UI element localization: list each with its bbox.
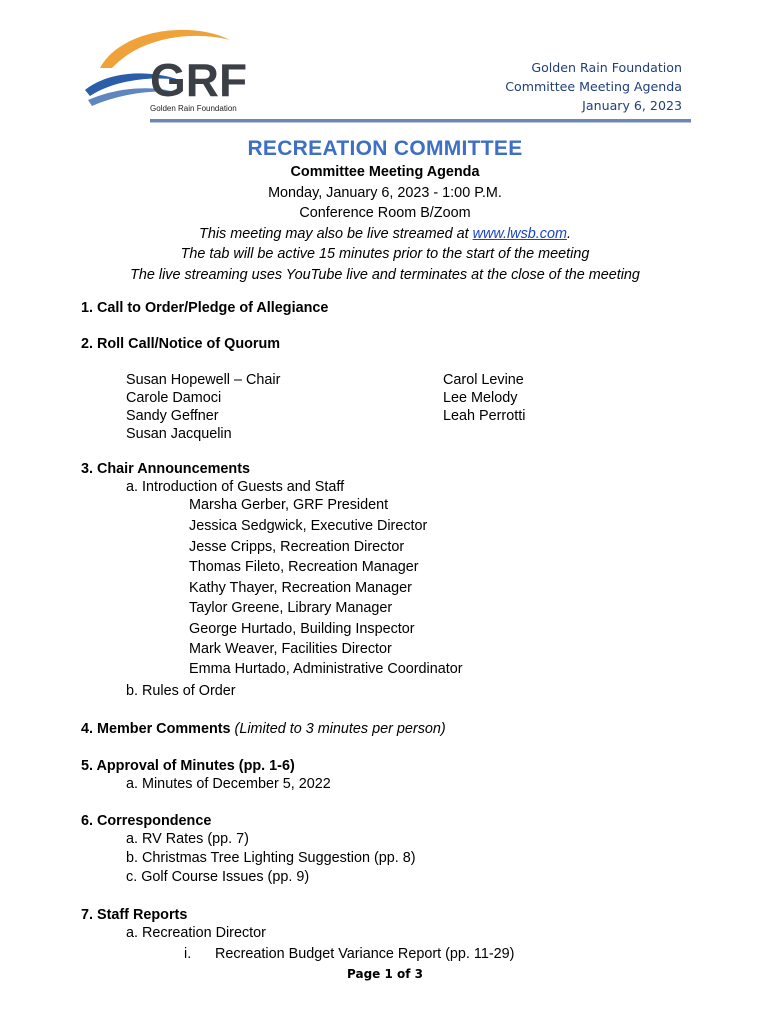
- meeting-location: Conference Room B/Zoom: [299, 205, 471, 222]
- roll-left-3: Sandy Geffner: [126, 408, 219, 424]
- roll-right-2: Lee Melody: [443, 390, 518, 406]
- org-name: Golden Rain Foundation: [531, 60, 682, 75]
- guest-8: Mark Weaver, Facilities Director: [189, 641, 392, 657]
- header-date: January 6, 2023: [582, 98, 682, 113]
- header-divider: [150, 119, 691, 123]
- agenda-item-6b: b. Christmas Tree Lighting Suggestion (pp. 8): [126, 850, 416, 866]
- lwsb-link[interactable]: www.lwsb.com: [472, 225, 567, 242]
- stream-note: [0, 224, 770, 245]
- guest-3: Jesse Cripps, Recreation Director: [189, 539, 405, 555]
- doc-type: Committee Meeting Agenda: [505, 79, 682, 94]
- youtube-note: The live streaming uses YouTube live and terminates at the close of the meeting: [130, 266, 640, 283]
- item-4-note: (Limited to 3 minutes per person): [230, 721, 446, 737]
- org-header-block: [505, 58, 682, 115]
- agenda-item-3b: b. Rules of Order: [126, 683, 236, 699]
- agenda-item-6a: a. RV Rates (pp. 7): [126, 831, 249, 847]
- agenda-item-3a: a. Introduction of Guests and Staff: [126, 479, 345, 495]
- agenda-item-1: 1. Call to Order/Pledge of Allegiance: [81, 300, 329, 316]
- guest-6: Taylor Greene, Library Manager: [189, 600, 393, 616]
- guest-5: Kathy Thayer, Recreation Manager: [189, 580, 412, 596]
- roll-left-4: Susan Jacquelin: [126, 426, 232, 442]
- guest-9: Emma Hurtado, Administrative Coordinator: [189, 661, 463, 677]
- roll-right-1: Carol Levine: [443, 372, 524, 388]
- stream-suffix: .: [566, 225, 571, 242]
- title-block: [0, 136, 770, 286]
- roll-left-2: Carole Damoci: [126, 390, 222, 406]
- agenda-item-6: 6. Correspondence: [81, 813, 212, 829]
- agenda-item-2: 2. Roll Call/Notice of Quorum: [81, 336, 281, 352]
- tab-note: The tab will be active 15 minutes prior to the start of the meeting: [180, 246, 590, 263]
- agenda-item-6c: c. Golf Course Issues (pp. 9): [126, 869, 310, 885]
- committee-title: RECREATION COMMITTEE: [247, 137, 523, 160]
- agenda-item-4: [81, 720, 446, 738]
- agenda-item-5a: a. Minutes of December 5, 2022: [126, 776, 331, 792]
- guest-4: Thomas Fileto, Recreation Manager: [189, 559, 419, 575]
- grf-logo: [80, 20, 270, 116]
- agenda-item-7ai-number: i.: [184, 946, 192, 962]
- meeting-datetime: Monday, January 6, 2023 - 1:00 P.M.: [268, 184, 502, 201]
- logo-subtext: Golden Rain Foundation: [150, 104, 237, 113]
- guest-7: George Hurtado, Building Inspector: [189, 621, 415, 637]
- agenda-item-3: 3. Chair Announcements: [81, 461, 250, 477]
- stream-prefix: This meeting may also be live streamed at: [199, 225, 473, 242]
- logo-letters: GRF: [150, 54, 248, 106]
- agenda-item-5: 5. Approval of Minutes (pp. 1-6): [81, 758, 295, 774]
- agenda-item-7ai: Recreation Budget Variance Report (pp. 11-29): [215, 946, 515, 962]
- roll-right-3: Leah Perrotti: [443, 408, 526, 424]
- item-4-title: 4. Member Comments: [81, 721, 231, 737]
- agenda-item-7a: a. Recreation Director: [126, 925, 266, 941]
- guest-2: Jessica Sedgwick, Executive Director: [189, 518, 428, 534]
- roll-left-1: Susan Hopewell – Chair: [126, 372, 281, 388]
- agenda-subtitle: Committee Meeting Agenda: [290, 164, 480, 180]
- page-number: Page 1 of 3: [347, 967, 423, 981]
- agenda-item-7: 7. Staff Reports: [81, 907, 188, 923]
- guest-1: Marsha Gerber, GRF President: [189, 497, 389, 513]
